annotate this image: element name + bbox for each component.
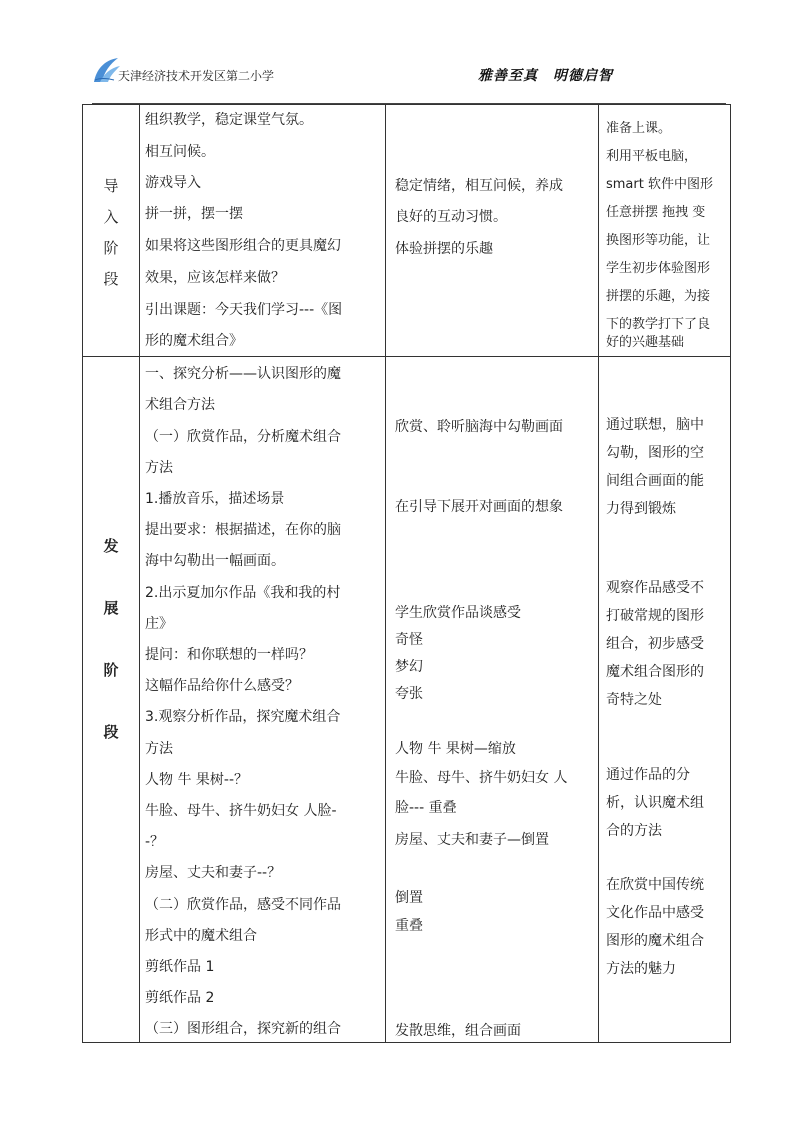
school-motto: 雅善至真 明德启智 bbox=[478, 68, 613, 84]
row-divider bbox=[83, 356, 730, 357]
intro-stage-label: 导 入 阶 段 bbox=[103, 177, 119, 288]
lesson-plan-table: 导 入 阶 段 组织教学，稳定课堂气氛。 相互问候。 游戏导入 拼一拼，摆一摆 如果将这些图形组合的更具魔幻 效果，应该怎样来做？ 引出课题：今天我们学习---《图 形的魔术组合》 稳定情绪，相互问候，养成 良好的互动习惯。 体验拼摆的乐趣 准备上课。 利用平板电脑， smart 软件中图形 任意拼摆 拖拽 变 换图形等功能，让 学生初步体验图形 拼摆的乐趣，为接 下的教学打下了良 好的兴趣基础 发 展 阶 段 一、探究分析——认识图形的魔 术组合方法 （一）欣赏作品，分析魔术组合 方法 1.播放音乐，描述场景 提出要求：根据描述，在你的脑 海中勾勒出一幅画面。 2.出示夏加尔作品《我和我的村 庄》 提问：和你联想的一样吗？ 这幅作品给你什么感受？ 3.观察分析作品，探究魔术组合 方法 人物 牛 果树--？ 牛脸、母牛、挤牛奶妇女 人脸- -？ 房屋、丈夫和妻子--？ （二）欣赏作品，感受不同作品 形式中的魔术组合 剪纸作品 1 剪纸作品 2 （三）图形组合，探究新的组合 欣赏、聆听脑海中勾勒画面 在引导下展开对画面的想象 学生欣赏作品谈感受 奇怪 梦幻 夸张 人物 牛 果树—缩放 牛脸、母牛、挤牛奶妇女 人 脸--- 重叠 房屋、丈夫和妻子—倒置 倒置 重叠 发散思维，组合画面 通过联想，脑中 勾勒，图形的空 间组合画面的能 力得到锻炼 观察作品感受不 打破常规的图形 组合，初步感受 魔术组合图形的 奇特之处 通过作品的分 析，认识魔术组 合的方法 在欣赏中国传统 文化作品中感受 图形的魔术组合 方法的魅力 bbox=[82, 104, 731, 1043]
dev-stage-label: 发 展 阶 段 bbox=[103, 537, 119, 741]
column-divider bbox=[385, 105, 386, 1042]
column-divider bbox=[139, 105, 140, 1042]
page-header bbox=[92, 52, 726, 104]
column-divider bbox=[598, 105, 599, 1042]
school-name: 天津经济技术开发区第二小学 bbox=[118, 69, 275, 83]
